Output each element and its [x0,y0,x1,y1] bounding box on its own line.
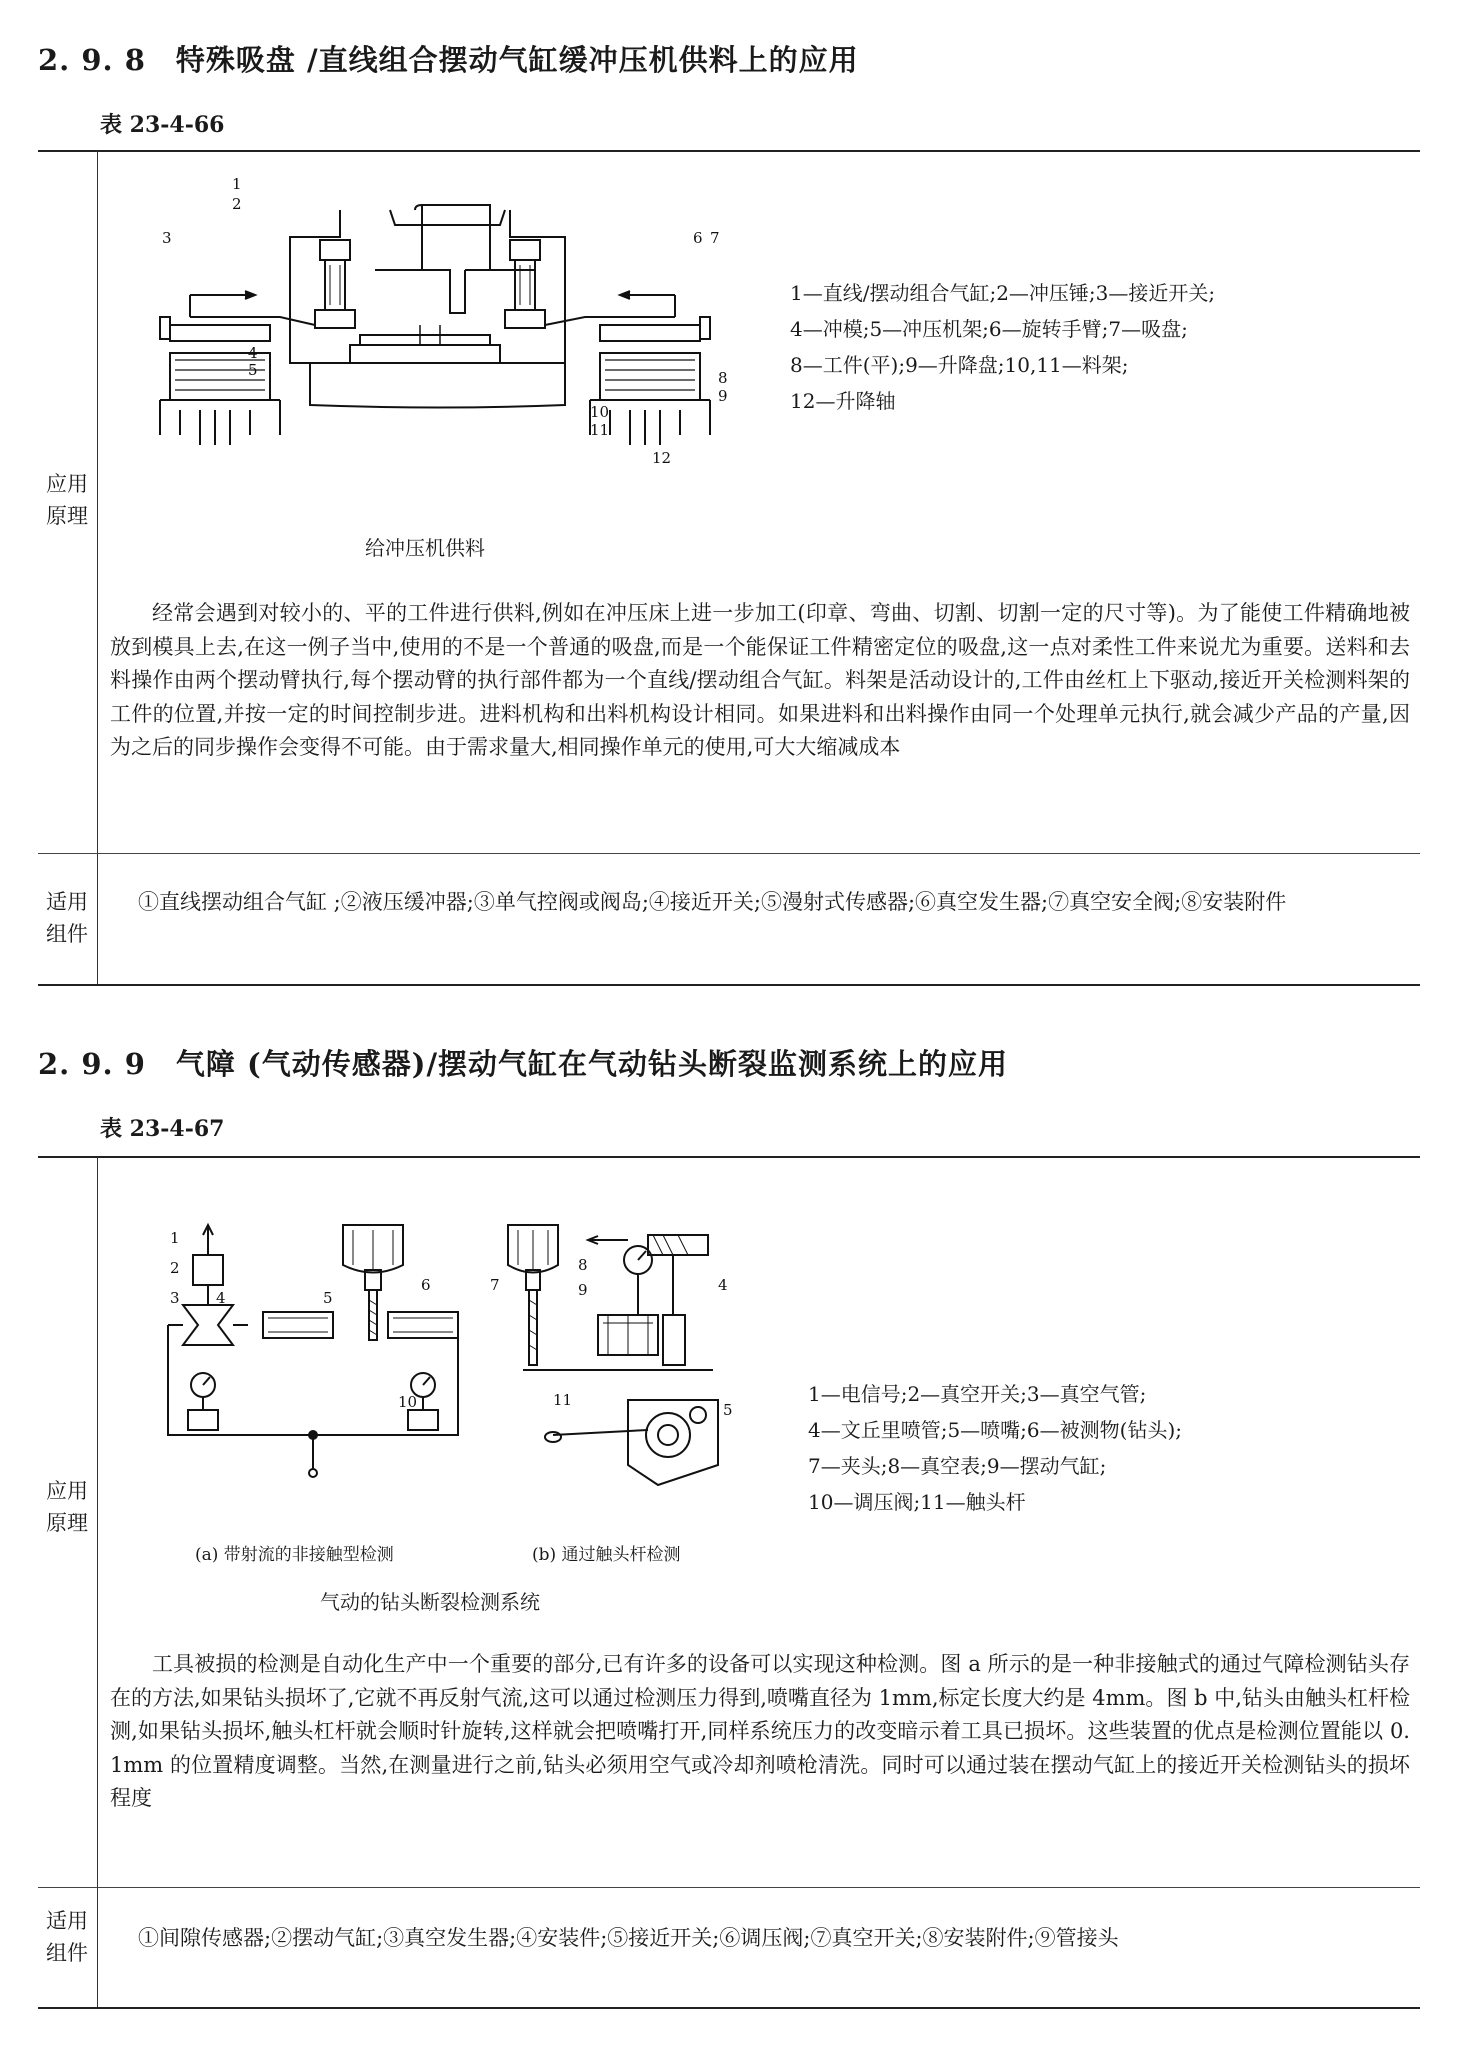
table-label: 表 23-4-66 [100,112,225,138]
press-feeding-diagram [162,175,750,467]
table-top-rule [38,150,1420,152]
row-divider [38,1887,1420,1888]
svg-text:4: 4 [216,1289,226,1307]
svg-text:5: 5 [248,361,258,379]
svg-text:7: 7 [710,229,720,247]
press-figure-caption: 给冲压机供料 [365,536,485,560]
svg-text:8: 8 [578,1256,588,1274]
drill-components-list: ①间隙传感器;②摆动气缸;③真空发生器;④安装件;⑤接近开关;⑥调压阀;⑦真空开关;⑧安装附件;⑨管接头 [138,1926,1119,1950]
svg-text:3: 3 [170,1289,180,1307]
svg-text:11: 11 [590,421,610,439]
components-row-header: 适用 组件 [46,1909,88,1965]
drill-diagram-legend: 1—电信号;2—真空开关;3—真空气管; 4—文丘里喷管;5—喷嘴;6—被测物(钻头); 7—夹头;8—真空表;9—摆动气缸; 10—调压阀;11—触头杆 [808,1382,1182,1514]
row-divider [38,853,1420,854]
components-row-header: 适用 组件 [46,890,88,946]
subcaption-a: (a) 带射流的非接触型检测 [195,1545,394,1565]
press-diagram-legend: 1—直线/摆动组合气缸;2—冲压锤;3—接近开关; 4—冲模;5—冲压机架;6—旋转手臂;7—吸盘; 8—工件(平);9—升降盘;10,11—料架; 12—升降轴 [790,281,1216,413]
svg-text:1: 1 [170,1229,180,1247]
table-bottom-rule [38,984,1420,986]
table-column-rule [97,151,98,984]
principle-row-header: 应用 原理 [46,1479,88,1535]
svg-text:11: 11 [553,1391,573,1409]
press-diagram-labels [162,175,728,467]
svg-text:4: 4 [718,1276,728,1294]
svg-text:12: 12 [652,449,672,467]
subcaption-b: (b) 通过触头杆检测 [532,1545,681,1565]
svg-text:2: 2 [170,1259,180,1277]
svg-text:1: 1 [232,175,242,193]
svg-text:10: 10 [590,403,610,421]
svg-text:10: 10 [398,1393,418,1411]
press-components-list: ①直线摆动组合气缸 ;②液压缓冲器;③单气控阀或阀岛;④接近开关;⑤漫射式传感器;⑥真空发生器;⑦真空安全阀;⑧安装附件 [138,890,1287,914]
drill-description: 工具被损的检测是自动化生产中一个重要的部分,已有许多的设备可以实现这种检测。图 a 所示的是一种非接触式的通过气障检测钻头存在的方法,如果钻头损坏了,它就不再反射气流,这可以通过检测压力得到,喷嘴直径为 1mm,标定长度大约是 4mm。图 b 中,钻头由触头杠杆检测,如果钻头损坏,触头杠杆就会顺时针旋转,这样就会把喷嘴打开,同样系统压力的改变暗示着工具已损坏。这些装置的优点是检测位置能以 0. 1mm 的位置精度调整。当然,在测量进行之前,钻头必须用空气或冷却剂喷枪清洗。同时可以通过装在摆动气缸上的接近开关检测钻头的损坏程度 [110,1652,1410,1810]
svg-text:9: 9 [578,1281,588,1299]
table-label: 表 23-4-67 [100,1116,225,1142]
section-title: 2. 9. 9 气障 (气动传感器)/摆动气缸在气动钻头断裂监测系统上的应用 [38,1047,1009,1081]
drill-detection-diagram [158,1225,748,1525]
svg-text:2: 2 [232,195,242,213]
table-top-rule [38,1156,1420,1158]
principle-row-header: 应用 原理 [46,472,88,528]
table-column-rule [97,1157,98,2007]
svg-text:8: 8 [718,369,728,387]
press-description: 经常会遇到对较小的、平的工件进行供料,例如在冲压床上进一步加工(印章、弯曲、切割、切割一定的尺寸等)。为了能使工件精确地被放到模具上去,在这一例子当中,使用的不是一个普通的吸盘,而是一个能保证工件精密定位的吸盘,这一点对柔性工件来说尤为重要。送料和去料操作由两个摆动臂执行,每个摆动臂的执行部件都为一个直线/摆动组合气缸。料架是活动设计的,工件由丝杠上下驱动,接近开关检测料架的工件的位置,并按一定的时间控制步进。进料机构和出料机构设计相同。如果进料和出料操作由同一个处理单元执行,就会减少产品的产量,因为之后的同步操作会变得不可能。由于需求量大,相同操作单元的使用,可大大缩减成本 [110,601,1410,759]
svg-text:3: 3 [162,229,172,247]
drill-figure-caption: 气动的钻头断裂检测系统 [320,1590,540,1614]
svg-text:5: 5 [323,1289,333,1307]
svg-text:6: 6 [693,229,703,247]
svg-text:6: 6 [421,1276,431,1294]
svg-text:4: 4 [248,344,258,362]
svg-text:9: 9 [718,387,728,405]
table-bottom-rule [38,2007,1420,2009]
section-title: 2. 9. 8 特殊吸盘 /直线组合摆动气缸缓冲压机供料上的应用 [38,43,859,77]
svg-text:5: 5 [723,1401,733,1419]
svg-text:7: 7 [490,1276,500,1294]
